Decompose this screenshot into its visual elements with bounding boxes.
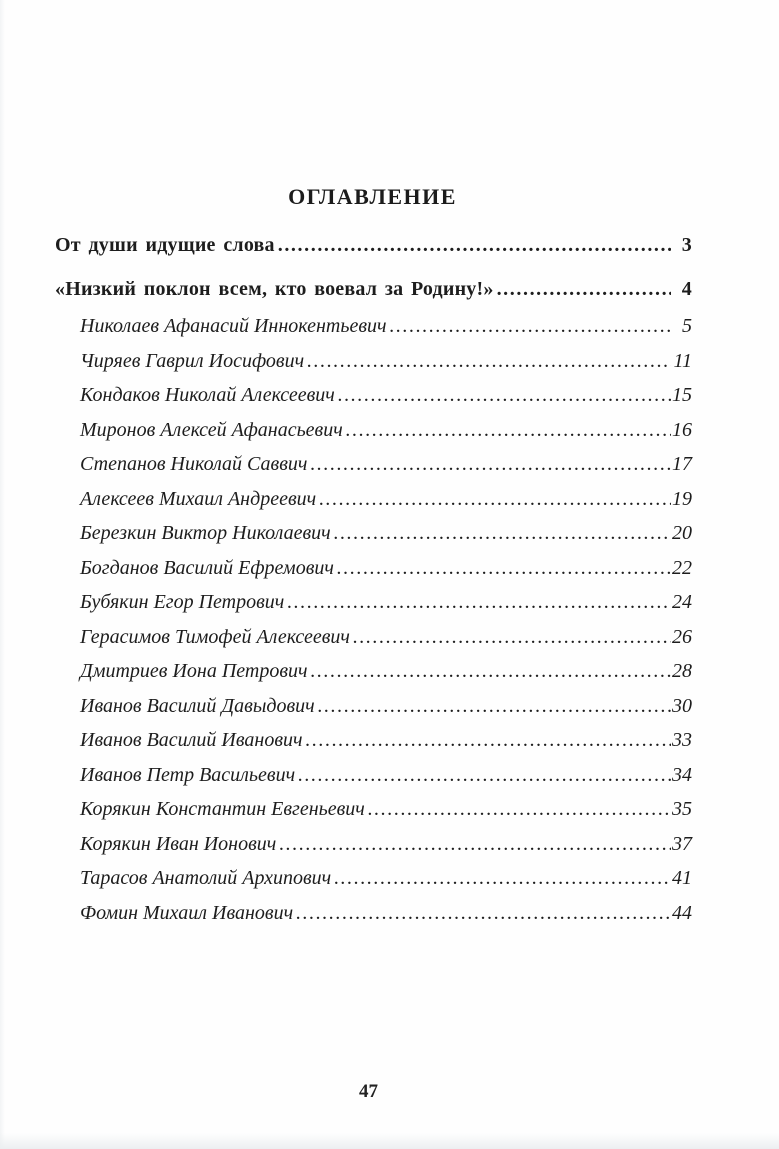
dotted-leader [346, 413, 671, 448]
scan-edge-artifact-left [0, 0, 5, 1149]
toc-row-page-number: 44 [672, 901, 692, 924]
toc-row-label: Иванов Петр Васильевич [80, 763, 296, 786]
toc-row [55, 758, 692, 793]
toc-row-page-number: 16 [672, 418, 692, 441]
dotted-leader [278, 228, 671, 263]
toc-row-page-number: 11 [673, 349, 692, 372]
toc-row [55, 689, 692, 724]
dotted-leader [307, 344, 671, 379]
dotted-leader [287, 585, 671, 620]
toc-row [55, 654, 692, 689]
toc-list [55, 228, 692, 930]
toc-row-page-number: 15 [672, 384, 692, 406]
toc-row-page-number: 33 [672, 729, 692, 751]
footer-page-number: 47 [359, 1081, 378, 1102]
toc-row [55, 378, 692, 413]
toc-row-label: Кондаков Николай Алексеевич [80, 384, 335, 406]
toc-row-label: Березкин Виктор Николаевич [80, 522, 331, 544]
toc-row-label: Бубякин Егор Петрович [80, 591, 285, 613]
dotted-leader [353, 620, 671, 655]
toc-row-page-number: 4 [681, 278, 692, 300]
dotted-leader [318, 689, 671, 724]
toc-row-page-number: 41 [672, 867, 692, 889]
toc-row [55, 228, 692, 263]
dotted-leader [298, 758, 671, 793]
toc-row-label: Алексеев Михаил Андреевич [80, 487, 317, 510]
toc-row-page-number: 20 [672, 522, 692, 544]
toc-row-page-number: 3 [681, 234, 692, 256]
toc-row-label: Богданов Василий Ефремович [80, 556, 334, 579]
toc-row-label: Степанов Николай Саввич [80, 453, 308, 475]
toc-row [55, 585, 692, 620]
toc-row [55, 620, 692, 655]
toc-row-label: Иванов Василий Иванович [80, 729, 303, 751]
toc-row [55, 827, 692, 862]
toc-row-label: Фомин Михаил Иванович [80, 901, 294, 924]
toc-row [55, 861, 692, 896]
dotted-leader [337, 551, 671, 586]
dotted-leader [338, 378, 671, 413]
toc-row [55, 792, 692, 827]
toc-row-page-number: 22 [672, 556, 692, 579]
toc-row-page-number: 26 [672, 625, 692, 648]
toc-row-page-number: 37 [672, 832, 692, 855]
toc-row [55, 447, 692, 482]
toc-row-page-number: 28 [672, 660, 692, 682]
toc-row-label: Чиряев Гаврил Иосифович [80, 349, 305, 372]
toc-row [55, 551, 692, 586]
toc-row-label: «Низкий поклон всем, кто воевал за Родину!» [55, 278, 494, 300]
toc-row-label: Корякин Константин Евгеньевич [80, 798, 365, 820]
dotted-leader [311, 654, 671, 689]
toc-row-page-number: 19 [672, 487, 692, 510]
toc-row-label: Корякин Иван Ионович [80, 832, 277, 855]
toc-row [55, 309, 692, 344]
scan-edge-artifact-bottom [0, 1133, 779, 1149]
dotted-leader [334, 861, 671, 896]
dotted-leader [334, 516, 671, 551]
toc-row-label: Иванов Василий Давыдович [80, 694, 315, 717]
toc-row-label: Николаев Афанасий Иннокентьевич [80, 315, 387, 337]
toc-row-label: От души идущие слова [55, 234, 275, 256]
dotted-leader [296, 896, 671, 931]
dotted-leader [310, 447, 671, 482]
toc-row-page-number: 24 [672, 591, 692, 613]
toc-row-page-number: 5 [682, 315, 692, 337]
dotted-leader [368, 792, 671, 827]
toc-row [55, 272, 692, 307]
toc-row [55, 482, 692, 517]
toc-row [55, 344, 692, 379]
toc-row-page-number: 35 [672, 798, 692, 820]
toc-row-page-number: 34 [672, 763, 692, 786]
toc-row-label: Дмитриев Иона Петрович [80, 660, 308, 682]
dotted-leader [497, 272, 671, 307]
toc-row-label: Герасимов Тимофей Алексеевич [80, 625, 350, 648]
toc-row-label: Миронов Алексей Афанасьевич [80, 418, 343, 441]
dotted-leader [279, 827, 671, 862]
page-title: ОГЛАВЛЕНИЕ [288, 184, 457, 209]
dotted-leader [306, 723, 671, 758]
toc-row-label: Тарасов Анатолий Архипович [80, 867, 332, 889]
toc-row [55, 896, 692, 931]
toc-row [55, 413, 692, 448]
toc-row [55, 723, 692, 758]
toc-row-page-number: 17 [672, 453, 692, 475]
toc-row [55, 516, 692, 551]
toc-row-page-number: 30 [672, 694, 692, 717]
dotted-leader [319, 482, 671, 517]
dotted-leader [390, 309, 671, 344]
